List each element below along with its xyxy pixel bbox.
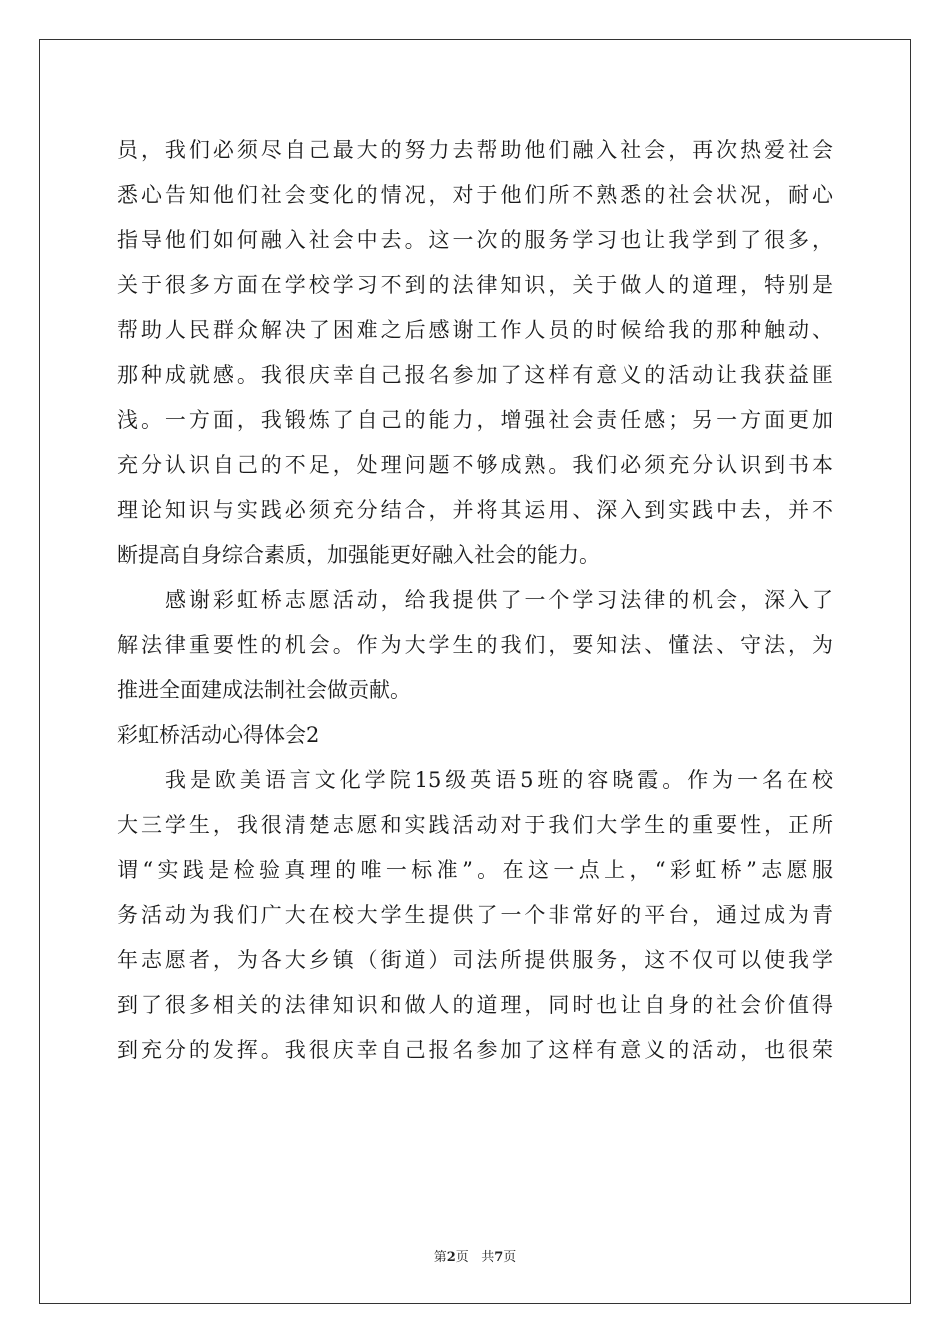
page-suffix: 页 [503,1250,517,1265]
paragraph-line: 我是欧美语言文化学院15级英语5班的容晓霞。作为一名在校 [165,768,833,792]
paragraph-line: 年志愿者，为各大乡镇（街道）司法所提供服务，这不仅可以使我学 [117,948,833,972]
page-prefix: 第 [433,1250,447,1265]
page-total: 7 [494,1250,504,1265]
paragraph-line: 感谢彩虹桥志愿活动，给我提供了一个学习法律的机会，深入了 [165,588,833,612]
paragraph-line: 大三学生，我很清楚志愿和实践活动对于我们大学生的重要性，正所 [117,813,833,837]
section-heading: 彩虹桥活动心得体会2 [117,723,320,747]
paragraph-line: 浅。一方面，我锻炼了自己的能力，增强社会责任感；另一方面更加 [117,408,833,432]
paragraph-line: 断提高自身综合素质，加强能更好融入社会的能力。 [117,543,600,567]
paragraph-line: 帮助人民群众解决了困难之后感谢工作人员的时候给我的那种触动、 [117,318,833,342]
paragraph-line: 谓“实践是检验真理的唯一标准”。在这一点上，“彩虹桥”志愿服 [117,858,833,882]
paragraph-line: 关于很多方面在学校学习不到的法律知识，关于做人的道理，特别是 [117,273,833,297]
paragraph-line: 务活动为我们广大在校大学生提供了一个非常好的平台，通过成为青 [117,903,833,927]
paragraph-line: 到充分的发挥。我很庆幸自己报名参加了这样有意义的活动，也很荣 [117,1038,833,1062]
paragraph-line: 指导他们如何融入社会中去。这一次的服务学习也让我学到了很多， [117,228,833,252]
paragraph-line: 到了很多相关的法律知识和做人的道理，同时也让自身的社会价值得 [117,993,833,1017]
page-footer [0,1246,950,1265]
paragraph-line: 理论知识与实践必须充分结合，并将其运用、深入到实践中去，并不 [117,498,833,522]
paragraph-line: 解法律重要性的机会。作为大学生的我们，要知法、懂法、守法，为 [117,633,833,657]
page-mid: 页 共 [455,1250,495,1265]
paragraph-line: 员，我们必须尽自己最大的努力去帮助他们融入社会，再次热爱社会 [117,138,833,162]
paragraph-line: 那种成就感。我很庆幸自己报名参加了这样有意义的活动让我获益匪 [117,363,833,387]
page-current: 2 [446,1250,456,1265]
paragraph-line: 充分认识自己的不足，处理问题不够成熟。我们必须充分认识到书本 [117,453,833,477]
paragraph-line: 悉心告知他们社会变化的情况，对于他们所不熟悉的社会状况，耐心 [117,183,833,207]
document-body [117,128,833,1073]
paragraph-line: 推进全面建成法制社会做贡献。 [117,678,411,702]
